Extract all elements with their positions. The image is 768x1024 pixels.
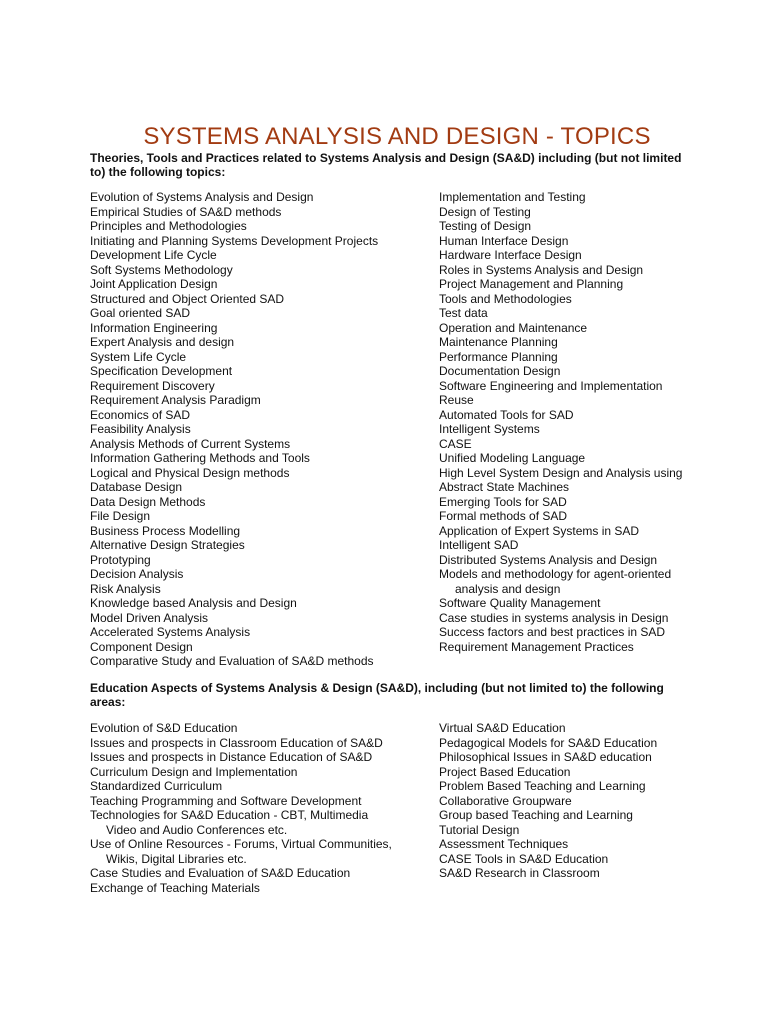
topic-item: Curriculum Design and Implementation xyxy=(90,764,298,779)
topic-item: Issues and prospects in Classroom Education of SA&D xyxy=(90,735,383,750)
topic-item: Joint Application Design xyxy=(90,277,218,291)
topic-item: Pedagogical Models for SA&D Education xyxy=(439,735,658,750)
topic-item: Decision Analysis xyxy=(90,567,184,581)
topic-item: Tutorial Design xyxy=(439,822,520,837)
section2-right-topic-list xyxy=(439,721,657,881)
topic-item: Software Engineering and Implementation xyxy=(439,378,663,393)
topic-item: Soft Systems Methodology xyxy=(90,262,233,277)
topic-item: Analysis Methods of Current Systems xyxy=(90,436,291,451)
topic-item: Formal methods of SAD xyxy=(439,509,568,523)
topic-item: File Design xyxy=(90,509,151,523)
topic-item: Maintenance Planning xyxy=(439,335,558,349)
topic-item: Reuse xyxy=(439,393,474,407)
topic-item: Comparative Study and Evaluation of SA&D methods xyxy=(90,654,374,668)
topic-item: Exchange of Teaching Materials xyxy=(90,880,260,895)
topic-item: Logical and Physical Design methods xyxy=(90,465,290,480)
topic-item: Accelerated Systems Analysis xyxy=(90,625,251,639)
topic-item: Wikis, Digital Libraries etc. xyxy=(106,851,247,866)
topic-item: Performance Planning xyxy=(439,349,558,364)
topic-item: Case studies in systems analysis in Design xyxy=(439,610,669,625)
topic-item: Use of Online Resources - Forums, Virtual Communities, xyxy=(90,837,392,851)
section1-intro: Theories, Tools and Practices related to Systems Analysis and Design (SA&D) including (but not limited to) the following topics: xyxy=(90,151,682,179)
topic-item: Project Management and Planning xyxy=(439,277,624,291)
topic-item: Case Studies and Evaluation of SA&D Education xyxy=(90,866,351,880)
topic-item: Data Design Methods xyxy=(90,494,206,509)
topic-item: Video and Audio Conferences etc. xyxy=(106,822,288,837)
section1-left-topic-list xyxy=(90,190,378,669)
topic-item: Automated Tools for SAD xyxy=(439,407,574,422)
topic-item: Success factors and best practices in SAD xyxy=(439,625,666,639)
topic-item: Hardware Interface Design xyxy=(439,248,582,262)
topic-item: Unified Modeling Language xyxy=(439,451,586,465)
topic-item: Economics of SAD xyxy=(90,407,191,422)
topic-item: Risk Analysis xyxy=(90,581,161,596)
topic-item: Goal oriented SAD xyxy=(90,306,191,320)
section2-intro: Education Aspects of Systems Analysis & Design (SA&D), including (but not limited to) the following areas: xyxy=(90,681,664,709)
topic-item: Expert Analysis and design xyxy=(90,335,235,349)
topic-item: analysis and design xyxy=(455,581,561,596)
topic-item: Intelligent SAD xyxy=(439,538,519,552)
topic-item: Development Life Cycle xyxy=(90,248,217,262)
section1-right-topic-list xyxy=(439,190,682,654)
topic-item: Technologies for SA&D Education - CBT, Multimedia xyxy=(90,808,369,822)
topic-item: Group based Teaching and Learning xyxy=(439,808,633,822)
topic-item: Model Driven Analysis xyxy=(90,610,209,625)
topic-item: Information Gathering Methods and Tools xyxy=(90,451,310,465)
topic-item: Initiating and Planning Systems Development Projects xyxy=(90,233,379,248)
topic-item: SA&D Research in Classroom xyxy=(439,866,600,880)
topic-item: Requirement Analysis Paradigm xyxy=(90,393,261,407)
topic-item: Teaching Programming and Software Development xyxy=(90,793,362,808)
topic-item: CASE Tools in SA&D Education xyxy=(439,851,609,866)
topic-item: Specification Development xyxy=(90,364,233,378)
topic-item: Feasibility Analysis xyxy=(90,422,191,436)
topic-item: Standardized Curriculum xyxy=(90,779,223,793)
topic-item: Abstract State Machines xyxy=(439,480,570,494)
topic-item: System Life Cycle xyxy=(90,349,187,364)
topic-item: Emerging Tools for SAD xyxy=(439,494,567,509)
topic-item: Test data xyxy=(439,306,488,320)
topic-item: Intelligent Systems xyxy=(439,422,540,436)
topic-item: Knowledge based Analysis and Design xyxy=(90,596,297,610)
topic-item: Virtual SA&D Education xyxy=(439,721,566,735)
topic-item: Project Based Education xyxy=(439,764,571,779)
topic-item: Design of Testing xyxy=(439,204,531,219)
topic-item: CASE xyxy=(439,436,472,451)
topic-item: Business Process Modelling xyxy=(90,523,241,538)
topic-item: Collaborative Groupware xyxy=(439,793,572,808)
topic-item: Documentation Design xyxy=(439,364,561,378)
topic-item: Testing of Design xyxy=(439,219,532,233)
page-title: SYSTEMS ANALYSIS AND DESIGN - TOPICS xyxy=(143,123,651,151)
topic-item: Roles in Systems Analysis and Design xyxy=(439,262,644,277)
topic-item: Component Design xyxy=(90,639,193,654)
topic-item: Evolution of S&D Education xyxy=(90,721,238,735)
topic-item: High Level System Design and Analysis using xyxy=(439,465,683,480)
topic-item: Operation and Maintenance xyxy=(439,320,588,335)
topic-item: Implementation and Testing xyxy=(439,190,586,204)
topic-item: Requirement Management Practices xyxy=(439,639,634,654)
topic-item: Evolution of Systems Analysis and Design xyxy=(90,190,314,204)
topic-item: Prototyping xyxy=(90,552,151,567)
topic-item: Problem Based Teaching and Learning xyxy=(439,779,646,793)
topic-item: Requirement Discovery xyxy=(90,378,215,393)
topic-item: Models and methodology for agent-oriented xyxy=(439,567,672,581)
topic-item: Software Quality Management xyxy=(439,596,601,610)
topic-item: Human Interface Design xyxy=(439,233,569,248)
topic-item: Alternative Design Strategies xyxy=(90,538,245,552)
topic-item: Database Design xyxy=(90,480,183,494)
topic-item: Information Engineering xyxy=(90,320,218,335)
topic-item: Issues and prospects in Distance Education of SA&D xyxy=(90,750,373,764)
topic-item: Empirical Studies of SA&D methods xyxy=(90,204,282,219)
section2-left-topic-list xyxy=(90,721,392,895)
topic-item: Tools and Methodologies xyxy=(439,291,572,306)
topic-item: Application of Expert Systems in SAD xyxy=(439,523,640,538)
topic-item: Structured and Object Oriented SAD xyxy=(90,291,285,306)
topic-item: Assessment Techniques xyxy=(439,837,569,851)
topic-item: Principles and Methodologies xyxy=(90,219,247,233)
topic-item: Philosophical Issues in SA&D education xyxy=(439,750,652,764)
topic-item: Distributed Systems Analysis and Design xyxy=(439,552,658,567)
